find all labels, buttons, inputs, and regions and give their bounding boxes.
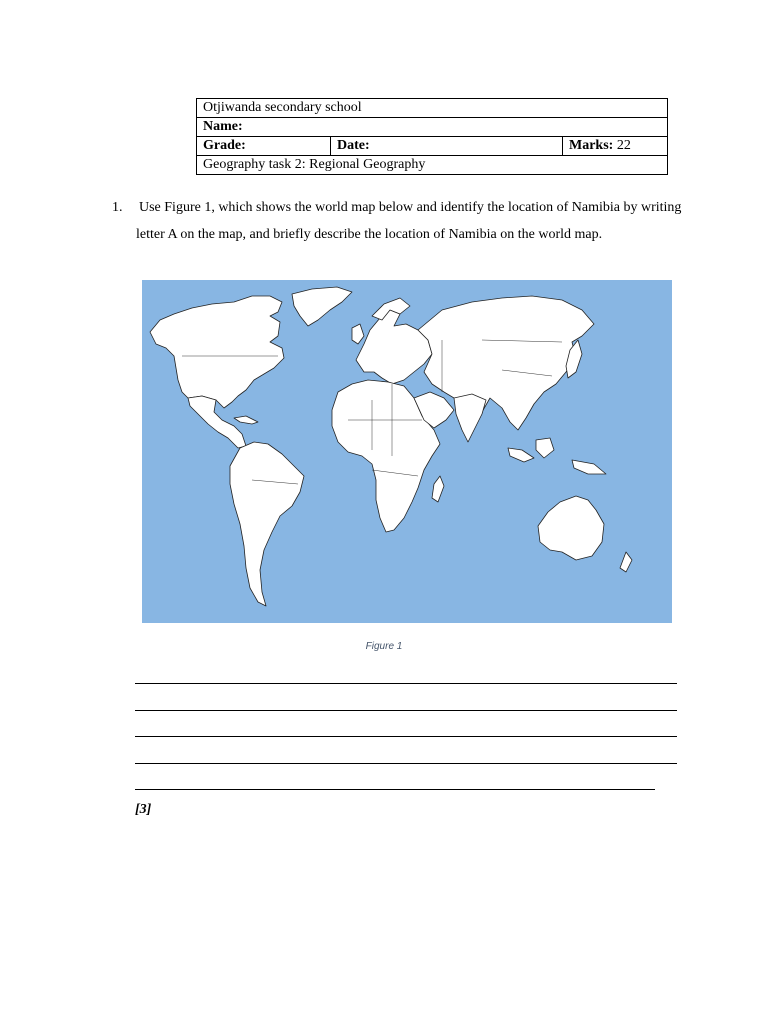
world-map[interactable] [142, 280, 672, 623]
europe-land [356, 310, 432, 384]
new-guinea-land [572, 460, 606, 474]
answer-line[interactable] [135, 763, 677, 764]
date-label: Date: [337, 138, 370, 153]
school-name: Otjiwanda secondary school [197, 99, 668, 118]
answer-line[interactable] [135, 789, 655, 790]
name-field[interactable] [197, 118, 668, 137]
header-table [196, 98, 668, 175]
india-land [454, 394, 486, 442]
question-1 [112, 195, 682, 248]
task-title: Geography task 2: Regional Geography [197, 156, 668, 175]
date-field[interactable] [331, 137, 563, 156]
borneo-land [536, 438, 554, 458]
grade-label: Grade: [203, 138, 246, 153]
marks-allocated: [3] [135, 802, 152, 817]
marks-value: 22 [616, 138, 631, 153]
central-america-land [188, 396, 246, 448]
world-map-graphic [142, 280, 672, 623]
name-label: Name: [203, 119, 243, 134]
marks-label: Marks: [569, 138, 614, 153]
greenland-land [292, 287, 352, 326]
answer-line[interactable] [135, 710, 677, 711]
marks-field [563, 137, 668, 156]
question-number: 1. [112, 200, 123, 215]
question-text: Use Figure 1, which shows the world map below and identify the location of Namibia by writing letter A on the map, and briefly describe the location of Namibia on the world map. [136, 200, 682, 242]
grade-field[interactable] [197, 137, 331, 156]
uk-land [352, 324, 364, 344]
madagascar-land [432, 476, 444, 502]
indonesia-land [508, 448, 534, 462]
new-zealand-land [620, 552, 632, 572]
cuba-land [234, 416, 258, 424]
australia-land [538, 496, 604, 560]
figure-caption: Figure 1 [365, 641, 403, 652]
answer-line[interactable] [135, 683, 677, 684]
north-america-land [150, 296, 284, 408]
answer-line[interactable] [135, 736, 677, 737]
south-america-land [230, 442, 304, 606]
